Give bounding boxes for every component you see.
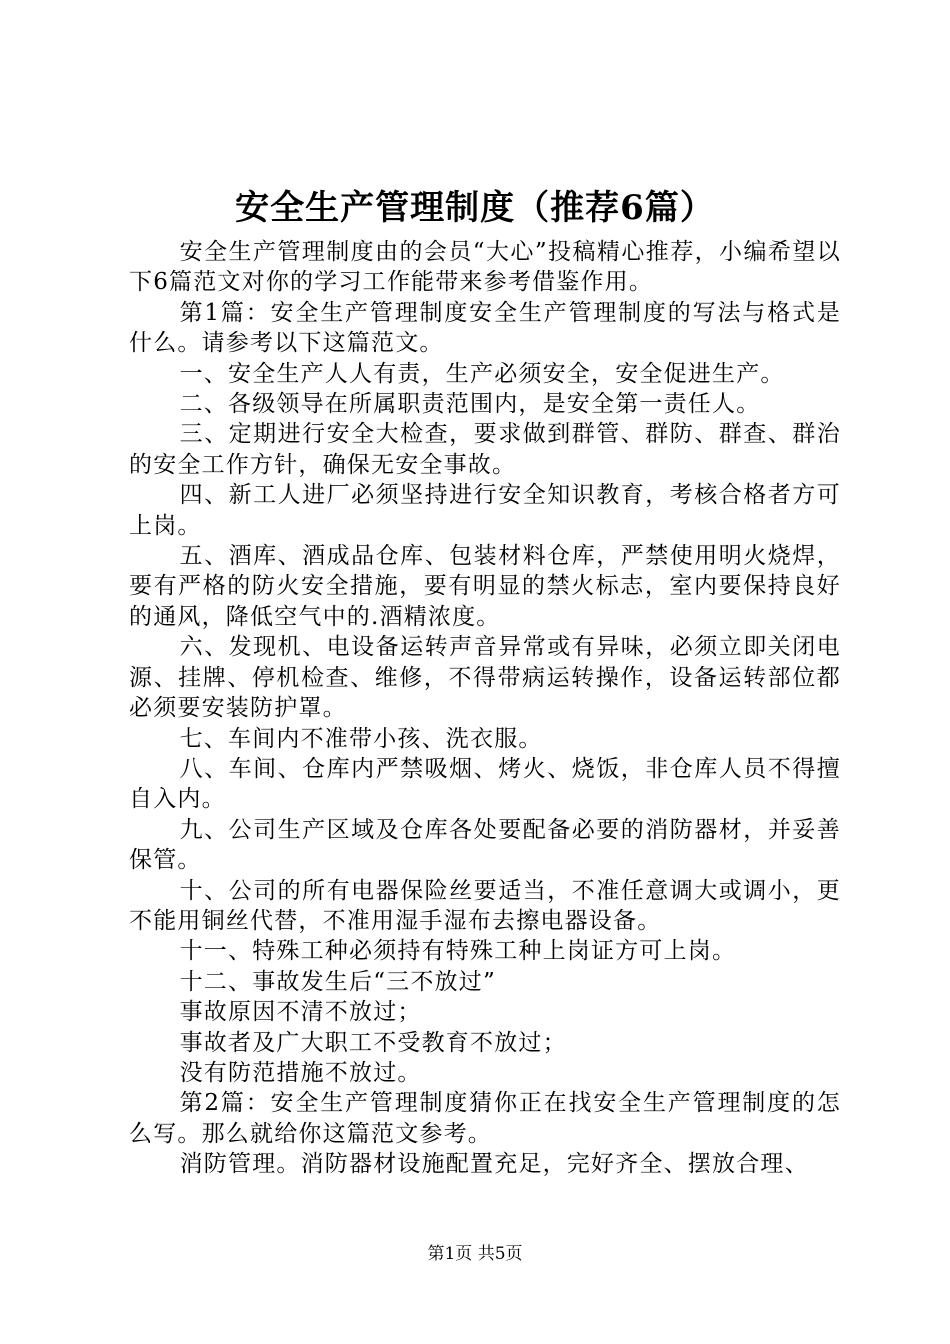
- page-footer: 第1页 共5页: [427, 1244, 523, 1264]
- paragraph: 七、车间内不准带小孩、洗衣服。: [179, 725, 543, 752]
- paragraph: 没有防范措施不放过。: [179, 1059, 422, 1086]
- paragraph: 二、各级领导在所属职责范围内，是安全第一责任人。: [179, 391, 761, 418]
- paragraph: 九、公司生产区域及仓库各处要配备必要的消防器材，并妥善保管。: [129, 816, 841, 874]
- paragraph: 事故者及广大职工不受教育不放过；: [179, 1029, 567, 1056]
- paragraph: 十、公司的所有电器保险丝要适当，不准任意调大或调小，更不能用铜丝代替，不准用湿手湿布去擦电器设备。: [129, 877, 841, 934]
- paragraph: 一、安全生产人人有责，生产必须安全，安全促进生产。: [179, 360, 785, 387]
- document-body: [129, 237, 841, 1180]
- paragraph: 六、发现机、电设备运转声音异常或有异味，必须立即关闭电源、挂牌、停机检查、维修，不得带病运转操作，设备运转部位都必须要安装防护罩。: [129, 634, 841, 722]
- paragraph: 消防管理。消防器材设施配置充足，完好齐全、摆放合理、: [179, 1151, 809, 1178]
- paragraph: 事故原因不清不放过；: [179, 999, 422, 1026]
- paragraph: 八、车间、仓库内严禁吸烟、烤火、烧饭，非仓库人员不得擅自入内。: [129, 755, 841, 813]
- paragraph: 第2篇：安全生产管理制度猜你正在找安全生产管理制度的怎么写。那么就给你这篇范文参考。: [129, 1090, 841, 1147]
- paragraph: 安全生产管理制度由的会员“大心”投稿精心推荐，小编希望以下6篇范文对你的学习工作能带来参考借鉴作用。: [129, 239, 841, 296]
- paragraph: 十一、特殊工种必须持有特殊工种上岗证方可上岗。: [179, 938, 737, 965]
- paragraph: 三、定期进行安全大检查，要求做到群管、群防、群查、群治的安全工作方针，确保无安全事故。: [129, 421, 841, 478]
- paragraph: 第1篇：安全生产管理制度安全生产管理制度的写法与格式是什么。请参考以下这篇范文。: [129, 299, 841, 357]
- document-title: 安全生产管理制度（推荐6篇）: [235, 188, 715, 228]
- paragraph: 四、新工人进厂必须坚持进行安全知识教育，考核合格者方可上岗。: [129, 482, 841, 539]
- paragraph: 五、酒库、酒成品仓库、包装材料仓库，严禁使用明火烧焊，要有严格的防火安全措施，要有明显的禁火标志，室内要保持良好的通风，降低空气中的.酒精浓度。: [129, 543, 841, 630]
- paragraph: 十二、事故发生后“三不放过”: [179, 968, 496, 995]
